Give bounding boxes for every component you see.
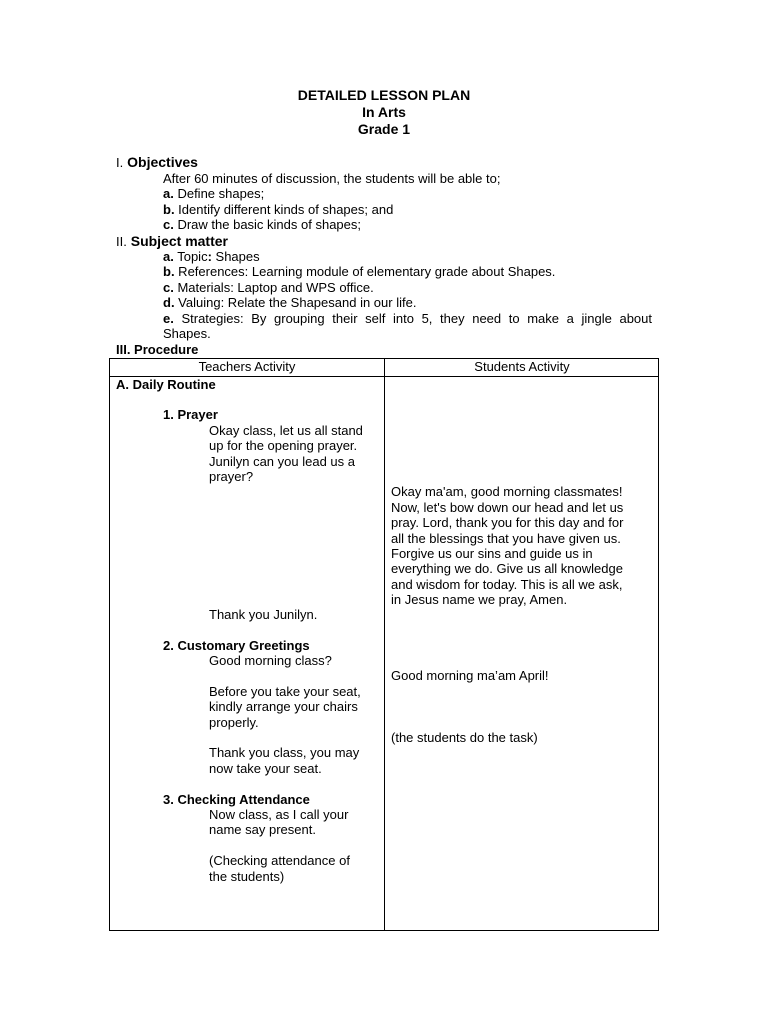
student-prayer-line: Now, let's bow down our head and let us — [391, 500, 624, 515]
student-greeting-reply: Good morning ma’am April! — [391, 668, 549, 683]
customary-greetings-heading: 2. Customary Greetings — [163, 638, 310, 653]
subject-letter: b. — [163, 264, 175, 279]
document-grade: Grade 1 — [357, 121, 411, 137]
subject-item-a — [163, 249, 652, 265]
teacher-arrange-line: properly. — [209, 715, 259, 730]
subject-matter-number: II. — [116, 234, 127, 249]
subject-letter: a. — [163, 249, 174, 264]
prayer-heading: 1. Prayer — [163, 407, 218, 422]
student-prayer-line: and wisdom for today. This is all we ask, — [391, 577, 623, 592]
attendance-note-line: the students) — [209, 869, 285, 884]
objectives-intro: After 60 minutes of discussion, the students will be able to; — [163, 171, 501, 186]
subject-item-b — [163, 264, 652, 280]
objective-item-a — [163, 186, 652, 202]
objective-letter: a. — [163, 186, 174, 201]
document-title: DETAILED LESSON PLAN — [297, 87, 471, 103]
subject-text: Topic — [173, 249, 208, 264]
teacher-prayer-line: up for the opening prayer. — [209, 438, 358, 453]
student-task-note: (the students do the task) — [391, 730, 538, 745]
objective-letter: c. — [163, 217, 174, 232]
subject-matter-title: Subject matter — [130, 233, 228, 249]
subject-item-d — [163, 295, 652, 311]
subject-letter: d. — [163, 295, 175, 310]
objective-item-c — [163, 217, 652, 233]
subject-text: Materials: Laptop and WPS office. — [173, 280, 374, 295]
checking-attendance-heading: 3. Checking Attendance — [163, 792, 310, 807]
teacher-seat-line: now take your seat. — [209, 761, 322, 776]
teacher-attendance-line: Now class, as I call your — [209, 807, 349, 822]
subject-item-c — [163, 280, 652, 296]
objective-item-b — [163, 202, 652, 218]
teacher-prayer-line: Okay class, let us all stand — [209, 423, 363, 438]
subject-letter: c. — [163, 280, 174, 295]
objective-text: Define shapes; — [173, 186, 265, 201]
procedure-heading: III. Procedure — [116, 342, 199, 357]
subject-text: Strategies: By grouping their self into 5, they need to make a jingle about — [173, 311, 652, 326]
subject-text-rest: Shapes — [211, 249, 260, 264]
student-prayer-line: everything we do. Give us all knowledge — [391, 561, 623, 576]
student-prayer-line: Okay ma'am, good morning classmates! — [391, 484, 623, 499]
daily-routine-heading: A. Daily Routine — [116, 377, 216, 392]
teacher-attendance-line: name say present. — [209, 822, 316, 837]
teachers-activity-header: Teachers Activity — [198, 359, 296, 374]
procedure-table — [109, 358, 659, 931]
teacher-arrange-line: Before you take your seat, — [209, 684, 361, 699]
teacher-greeting: Good morning class? — [209, 653, 332, 668]
objectives-title: Objectives — [127, 154, 198, 170]
teacher-arrange-line: kindly arrange your chairs — [209, 699, 358, 714]
student-prayer-line: in Jesus name we pray, Amen. — [391, 592, 568, 607]
subject-item-e-continued: Shapes. — [163, 326, 211, 341]
teacher-prayer-line: prayer? — [209, 469, 254, 484]
subject-letter: e. — [163, 311, 174, 326]
objective-text: Draw the basic kinds of shapes; — [173, 217, 361, 232]
title-block — [0, 87, 768, 138]
document-subject: In Arts — [362, 104, 406, 120]
column-divider — [384, 359, 385, 930]
teacher-seat-line: Thank you class, you may — [209, 745, 360, 760]
attendance-note-line: (Checking attendance of — [209, 853, 350, 868]
subject-colon: : — [207, 249, 212, 264]
student-prayer-line: pray. Lord, thank you for this day and for — [391, 515, 624, 530]
objective-text: Identify different kinds of shapes; and — [174, 202, 394, 217]
student-prayer-line: all the blessings that you have given us. — [391, 531, 621, 546]
objectives-heading — [116, 154, 198, 171]
student-prayer-line: Forgive us our sins and guide us in — [391, 546, 593, 561]
subject-text: References: Learning module of elementary grade about Shapes. — [174, 264, 556, 279]
objectives-number: I. — [116, 155, 124, 170]
teacher-thanks-junilyn: Thank you Junilyn. — [209, 607, 318, 622]
subject-text: Valuing: Relate the Shapesand in our life. — [174, 295, 417, 310]
objective-letter: b. — [163, 202, 175, 217]
subject-item-e — [163, 311, 652, 327]
students-activity-header: Students Activity — [474, 359, 570, 374]
subject-matter-heading — [116, 233, 228, 250]
teacher-prayer-line: Junilyn can you lead us a — [209, 454, 355, 469]
